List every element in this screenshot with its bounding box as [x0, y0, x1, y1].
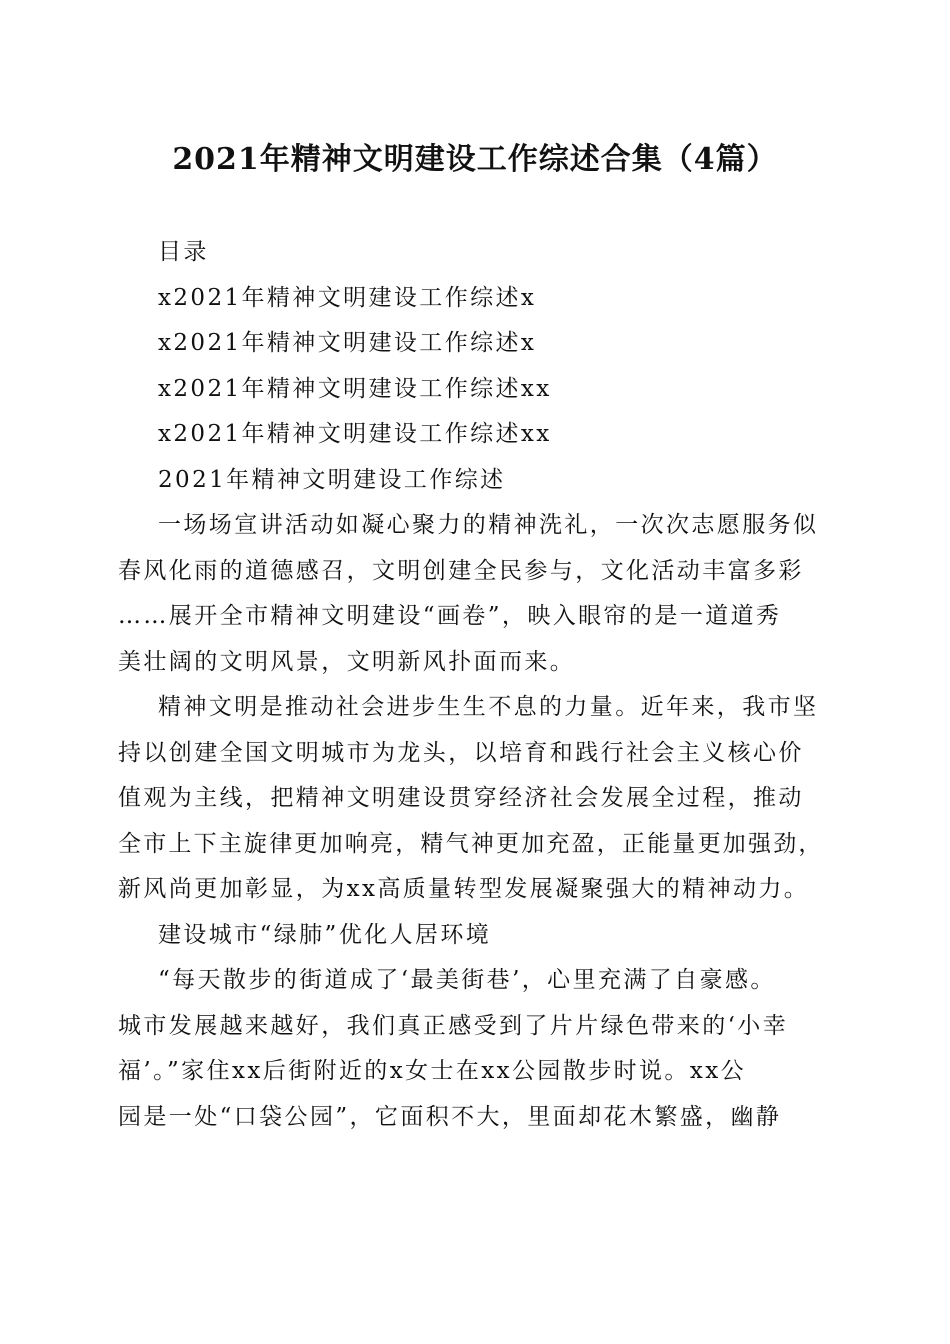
paragraph-line: 城市发展越来越好，我们真正感受到了片片绿色带来的‘小幸: [118, 1012, 789, 1039]
article-heading: 2021年精神文明建设工作综述: [158, 466, 506, 493]
paragraph-line: “每天散步的街道成了‘最美街巷’，心里充满了自豪感。: [158, 967, 776, 993]
paragraph-line: 全市上下主旋律更加响亮，精气神更加充盈，正能量更加强劲，: [118, 830, 824, 857]
paragraph-line: 春风化雨的道德感召，文明创建全民参与，文化活动丰富多彩: [118, 557, 804, 584]
paragraph-line: 值观为主线，把精神文明建设贯穿经济社会发展全过程，推动: [118, 785, 804, 811]
toc-label: 目录: [158, 239, 209, 265]
paragraph-line: 美壮阔的文明风景，文明新风扑面而来。: [118, 648, 576, 675]
paragraph-line: ……展开全市精神文明建设“画卷”，映入眼帘的是一道道秀: [118, 603, 782, 629]
toc-item: x2021年精神文明建设工作综述x: [158, 284, 537, 311]
paragraph-line: 福’。”家住xx后街附近的x女士在xx公园散步时说。xx公: [118, 1058, 746, 1084]
toc-item: x2021年精神文明建设工作综述x: [158, 330, 537, 356]
paragraph-line: 精神文明是推动社会进步生生不息的力量。近年来，我市坚: [158, 694, 819, 720]
toc-item: x2021年精神文明建设工作综述xx: [158, 421, 552, 447]
section-heading: 建设城市“绿肺”优化人居环境: [158, 921, 492, 948]
paragraph-line: 一场场宣讲活动如凝心聚力的精神洗礼，一次次志愿服务似: [158, 512, 819, 538]
document-title: 2021年精神文明建设工作综述合集（4篇）: [172, 142, 778, 177]
paragraph-line: 持以创建全国文明城市为龙头，以培育和践行社会主义核心价: [118, 739, 804, 766]
document-body: [118, 230, 828, 1140]
paragraph-line: 新风尚更加彰显，为xx高质量转型发展凝聚强大的精神动力。: [118, 876, 810, 902]
paragraph-line: 园是一处“口袋公园”，它面积不大，里面却花木繁盛，幽静: [118, 1103, 782, 1130]
toc-item: x2021年精神文明建设工作综述xx: [158, 375, 552, 402]
